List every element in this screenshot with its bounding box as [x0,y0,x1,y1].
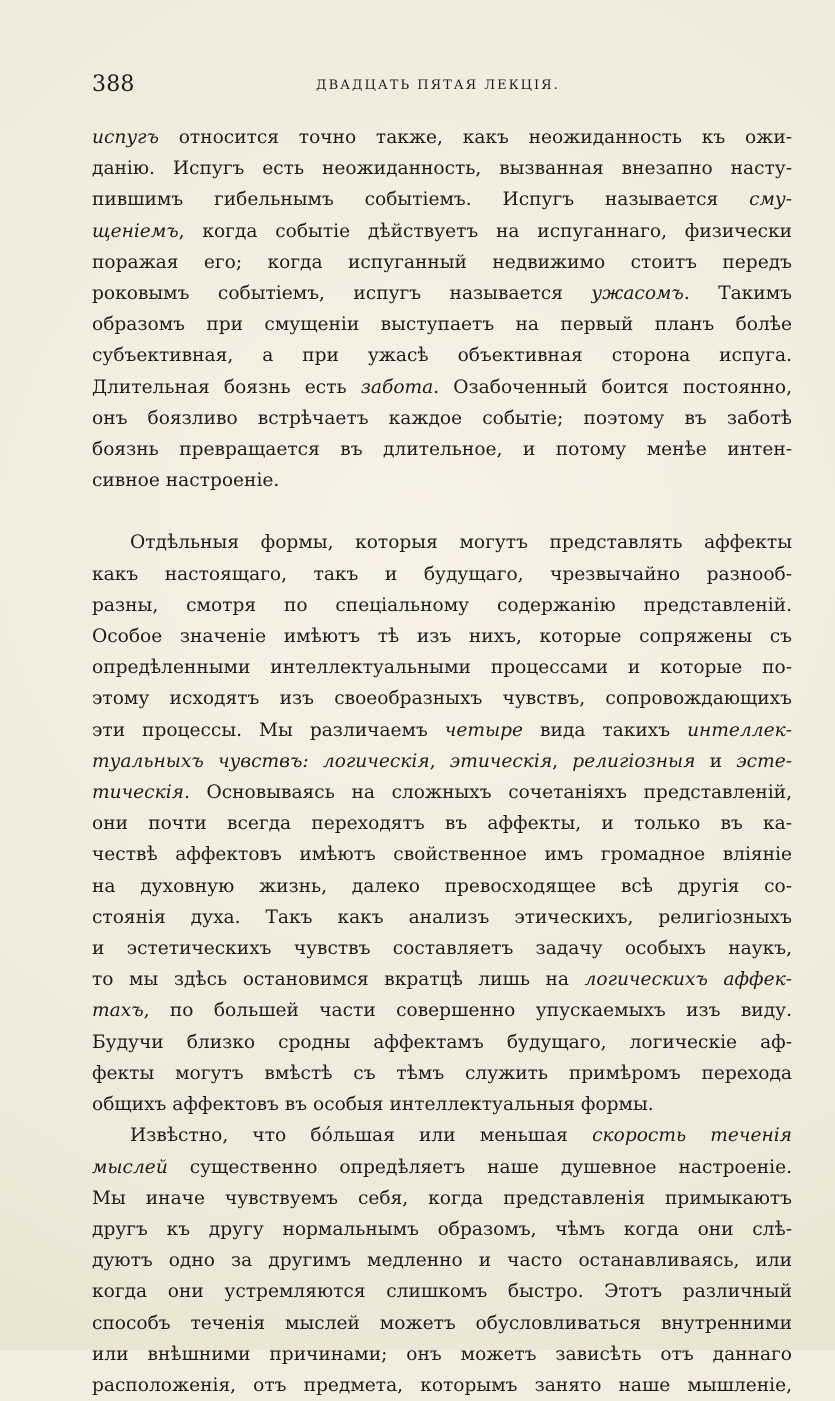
italic-term: тическія [92,782,184,804]
text-line [92,995,792,1026]
text-line: стоянія духа. Такъ какъ анализъ этическихъ, религіозныхъ [92,906,792,928]
text-span: Длительная боязнь есть [92,376,361,398]
text-line: поражая его; когда испуганный недвижимо стоитъ передъ [92,251,792,273]
text-line: когда они устремляются слишкомъ быстро. Этотъ различный [92,1281,792,1303]
text-line: этому исходятъ изъ своеобразныхъ чувствъ, сопровождающихъ [92,688,792,710]
text-line: сивное настроеніе. [92,470,280,492]
text-line [92,777,792,808]
italic-term: забота [360,376,434,398]
body-text [92,122,792,1401]
text-line: они почти всегда переходятъ въ аффекты, и только въ ка- [92,813,792,835]
text-line: на духовную жизнь, далеко превосходящее всѣ другія со- [92,875,792,897]
text-line: данію. Испугъ есть неожиданность, вызванная внезапно насту- [92,158,792,180]
italic-term: эсте- [736,750,792,772]
text-span: пившимъ гибельнымъ событіемъ. Испугъ называется [92,189,750,211]
text-line: расположенія, отъ предмета, которымъ занято наше мышленіе, [92,1374,792,1396]
text-line: боязнь превращается въ длительное, и потому менѣе интен- [92,439,792,461]
italic-term: религіозныя [572,750,696,772]
page-header [92,72,792,100]
text-line: и эстетическихъ чувствъ составляетъ задачу особыхъ наукъ, [92,938,792,960]
text-span: и [695,750,737,772]
italic-term: щеніемъ [92,220,179,242]
text-span: роковымъ событіемъ, испугъ называется [92,283,592,305]
italic-term: сму- [749,189,792,211]
text-line [92,216,792,247]
text-line: субъективная, а при ужасѣ объективная сторона испуга. [92,345,792,367]
text-span: . Такимъ [683,283,792,305]
italic-term: туальныхъ чувствъ: логическія [92,750,430,772]
text-line: опредѣленными интеллектуальными процессами и которые по- [92,657,792,679]
text-line [92,715,792,746]
text-line: разны, смотря по спеціальному содержанію представленій. [92,594,792,616]
text-span: , когда событіе дѣйствуетъ на испуганнаго, физически [178,220,792,242]
text-line [92,184,792,215]
italic-term: испугъ [92,127,159,148]
italic-term: интеллек- [687,719,792,741]
text-span: . Озабоченный боится постоянно, [433,376,792,398]
text-line: Отдѣльныя формы, которыя могутъ представлять аффекты [130,532,792,554]
text-line [92,372,792,403]
text-line: Будучи близко сродны аффектамъ будущаго, логическіе аф- [92,1031,792,1053]
text-line [92,1152,792,1183]
text-span: относится точно также, какъ неожиданность къ ожи- [158,127,792,148]
text-line: или внѣшними причинами; онъ можетъ зависѣть отъ даннаго [92,1343,792,1365]
text-span: существенно опредѣляетъ наше душевное настроеніе. [167,1156,792,1178]
text-span: , [552,750,573,772]
text-span: , [429,750,450,772]
text-span: вида такихъ [523,719,688,741]
italic-term: тахъ [92,1000,144,1022]
text-line: Мы иначе чувствуемъ себя, когда представленія примыкаютъ [92,1187,792,1209]
italic-term: ужасомъ [591,283,684,305]
text-line: какъ настоящаго, такъ и будущаго, чрезвычайно разнооб- [92,563,792,585]
text-line [92,122,792,153]
text-span: Извѣстно, что бóльшая или меньшая [130,1125,593,1147]
text-span: , по большей части совершенно упускаемыхъ изъ виду. [143,1000,792,1022]
text-line: способъ теченія мыслей можетъ обусловливаться внутренними [92,1312,792,1334]
text-line [92,278,792,309]
italic-term: четыре [444,719,524,741]
text-line: другъ къ другу нормальнымъ образомъ, чѣмъ когда они слѣ- [92,1218,792,1240]
text-span: . Основываясь на сложныхъ сочетаніяхъ представленій, [183,782,792,804]
text-line: общихъ аффектовъ въ особыя интеллектуальныя формы. [92,1094,654,1116]
text-line: образомъ при смущеніи выступаетъ на первый планъ болѣе [92,314,792,336]
page-number: 388 [92,72,135,97]
text-line: Особое значеніе имѣютъ тѣ изъ нихъ, которые сопряжены съ [92,626,792,648]
running-head: ДВАДЦАТЬ ПЯТАЯ ЛЕКЦІЯ. [316,78,560,93]
paragraph-gap [92,496,792,527]
italic-term: логическихъ аффек- [584,969,793,991]
italic-term: скорость теченія [592,1125,792,1147]
text-line [92,746,792,777]
text-line: фекты могутъ вмѣстѣ съ тѣмъ служить примѣромъ перехода [92,1062,792,1084]
text-line [92,964,792,995]
text-line: чествѣ аффектовъ имѣютъ свойственное имъ громадное вліяніе [92,844,792,866]
text-line: дуютъ одно за другимъ медленно и часто останавливаясь, или [92,1250,792,1272]
italic-term: этическія [449,750,553,772]
text-span: то мы здѣсь остановимся вкратцѣ лишь на [92,969,585,991]
text-span: эти процессы. Мы различаемъ [92,719,445,741]
text-line: онъ боязливо встрѣчаетъ каждое событіе; поэтому въ заботѣ [92,407,792,429]
text-line [92,1120,792,1151]
italic-term: мыслей [92,1156,168,1178]
